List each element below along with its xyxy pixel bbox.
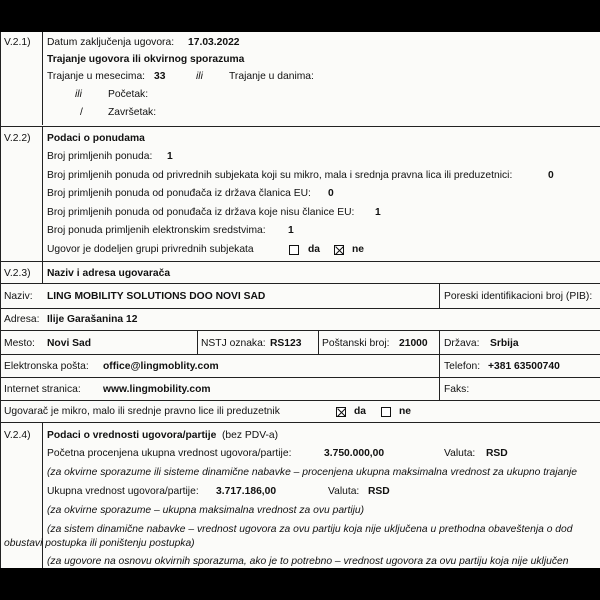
end-date-label: Završetak:	[108, 107, 157, 118]
value-heading-suffix: (bez PDV-a)	[222, 430, 279, 441]
currency-label: Valuta:	[444, 448, 476, 459]
phone-label: Telefon:	[444, 361, 481, 372]
section-code: V.2.3)	[4, 268, 31, 279]
postal-code-value: 21000	[399, 338, 428, 349]
row-divider	[0, 377, 600, 378]
nstj-value: RS123	[270, 338, 302, 349]
contractor-name-value: LING MOBILITY SOLUTIONS DOO NOVI SAD	[47, 291, 266, 302]
slash-separator: /	[80, 107, 83, 118]
total-value: 3.717.186,00	[216, 486, 277, 497]
sme-yes-checkbox[interactable]	[336, 407, 346, 417]
offers-count-value: 1	[167, 151, 173, 162]
duration-days-label: Trajanje u danima:	[229, 71, 314, 82]
non-eu-offers-value: 1	[375, 207, 381, 218]
city-label: Mesto:	[4, 338, 35, 349]
ili-label: ili	[196, 71, 203, 82]
ili-label: ili	[75, 89, 82, 100]
no-label: ne	[399, 406, 412, 417]
yes-label: da	[354, 406, 367, 417]
estimated-value: 3.750.000,00	[324, 448, 385, 459]
contractor-name-label: Naziv:	[4, 291, 33, 302]
sme-offers-value: 0	[548, 170, 554, 181]
phone-cell-rule	[439, 355, 440, 377]
framework-note: (za okvirne sporazume ili sisteme dinamične nabavke – procenjena ukupna maksimalna vrednost za ukupno trajanje	[47, 467, 578, 478]
electronic-offers-value: 1	[288, 225, 294, 236]
group-award-label: Ugovor je dodeljen grupi privrednih subjekata	[47, 244, 254, 255]
section-divider	[0, 283, 600, 284]
contract-date-value: 17.03.2022	[188, 37, 240, 48]
value-heading: Podaci o vrednosti ugovora/partije	[47, 430, 217, 441]
currency-value: RSD	[486, 448, 508, 459]
estimated-value-label: Početna procenjena ukupna vrednost ugovora/partije:	[47, 448, 292, 459]
row-divider	[0, 308, 600, 309]
country-value: Srbija	[490, 338, 519, 349]
pib-cell-rule	[439, 284, 440, 308]
nstj-cell-rule	[197, 331, 198, 354]
contract-date-label: Datum zaključenja ugovora:	[47, 37, 175, 48]
dynamic-system-note: (za sistem dinamične nabavke – vrednost ugovora za ovu partiju koja nije uključena u prethodna obaveštenja o dod	[47, 524, 573, 535]
duration-heading: Trajanje ugovora ili okvirnog sporazuma	[47, 54, 245, 65]
fax-cell-rule	[439, 378, 440, 400]
row-divider	[0, 330, 600, 331]
code-column-rule	[42, 127, 43, 261]
address-label: Adresa:	[4, 314, 40, 325]
section-divider	[0, 261, 600, 262]
nstj-label: NSTJ oznaka:	[201, 338, 266, 349]
country-label: Država:	[444, 338, 480, 349]
offers-heading: Podaci o ponudama	[47, 133, 145, 144]
city-value: Novi Sad	[47, 338, 92, 349]
framework-max-note: (za okvirne sporazume – ukupna maksimalna vrednost za ovu partiju)	[47, 505, 365, 516]
section-code: V.2.1)	[4, 37, 31, 48]
eu-offers-label: Broj primljenih ponuda od ponuđača iz država članica EU:	[47, 188, 311, 199]
website-value: www.lingmobility.com	[103, 384, 211, 395]
code-column-rule	[42, 262, 43, 283]
currency-label: Valuta:	[328, 486, 360, 497]
section-code: V.2.4)	[4, 430, 31, 441]
start-date-label: Početak:	[108, 89, 149, 100]
left-border	[0, 32, 1, 568]
pib-label: Poreski identifikacioni broj (PIB):	[444, 291, 593, 302]
group-no-checkbox[interactable]	[334, 245, 344, 255]
code-column-rule	[42, 32, 43, 125]
address-value: Ilije Garašanina 12	[47, 314, 138, 325]
contract-award-form	[0, 32, 600, 568]
contractor-heading: Naziv i adresa ugovarača	[47, 268, 171, 279]
yes-label: da	[308, 244, 321, 255]
duration-months-value: 33	[154, 71, 166, 82]
email-value: office@lingmoblity.com	[103, 361, 219, 372]
non-eu-offers-label: Broj primljenih ponuda od ponuđača iz država koje nisu članice EU:	[47, 207, 355, 218]
sme-no-checkbox[interactable]	[381, 407, 391, 417]
postal-cell-rule	[318, 331, 319, 354]
email-label: Elektronska pošta:	[4, 361, 89, 372]
duration-months-label: Trajanje u mesecima:	[47, 71, 146, 82]
postal-code-label: Poštanski broj:	[322, 338, 390, 349]
country-cell-rule	[439, 331, 440, 354]
section-divider	[0, 422, 600, 423]
group-yes-checkbox[interactable]	[289, 245, 299, 255]
website-label: Internet stranica:	[4, 384, 81, 395]
sme-offers-label: Broj primljenih ponuda od privrednih subjekata koji su mikro, mala i srednja pravna lica ili preduzetnici:	[47, 170, 513, 181]
sme-contractor-label: Ugovarač je mikro, malo ili srednje pravno lice ili preduzetnik	[4, 406, 280, 417]
offers-count-label: Broj primljenih ponuda:	[47, 151, 153, 162]
framework-contract-note: (za ugovore na osnovu okvirnih sporazuma, ako je to potrebno – vrednost ugovora za ovu partiju koja nije uključen	[47, 556, 569, 567]
total-value-label: Ukupna vrednost ugovora/partije:	[47, 486, 199, 497]
electronic-offers-label: Broj ponuda primljenih elektronskim sredstvima:	[47, 225, 266, 236]
dynamic-system-note-cont: obustavi postupka ili poništenju postupka)	[4, 538, 195, 549]
section-code: V.2.2)	[4, 133, 31, 144]
currency-value: RSD	[368, 486, 390, 497]
no-label: ne	[352, 244, 365, 255]
eu-offers-value: 0	[328, 188, 334, 199]
section-divider	[0, 126, 600, 127]
fax-label: Faks:	[444, 384, 470, 395]
row-divider	[0, 400, 600, 401]
row-divider	[0, 354, 600, 355]
phone-value: +381 63500740	[488, 361, 560, 372]
